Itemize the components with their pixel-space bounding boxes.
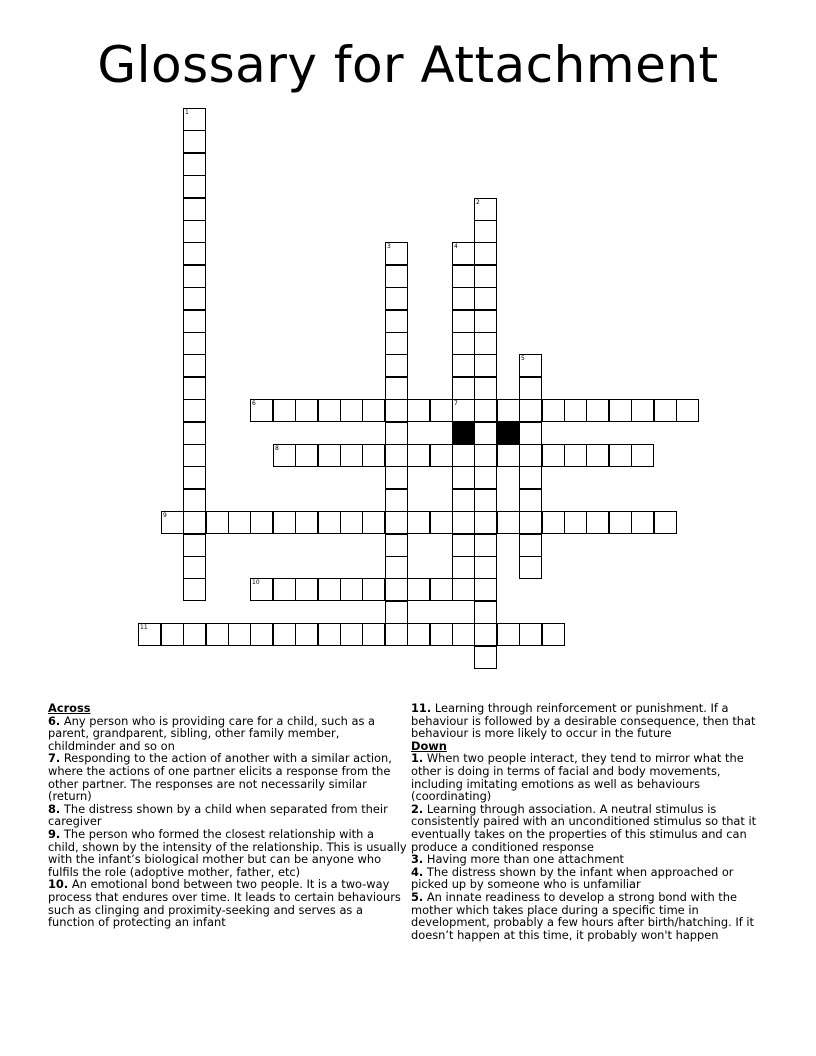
clue-number: 3. [411, 852, 424, 867]
grid-cell[interactable] [362, 444, 385, 467]
grid-cell[interactable] [273, 623, 296, 646]
grid-cell[interactable] [519, 556, 542, 579]
grid-cell[interactable] [183, 310, 206, 333]
grid-cell[interactable] [519, 422, 542, 445]
grid-cell[interactable] [385, 242, 408, 265]
grid-cell[interactable] [474, 489, 497, 512]
grid-cell[interactable] [183, 287, 206, 310]
clue-number: 2. [411, 801, 424, 816]
grid-cell[interactable] [542, 623, 565, 646]
grid-cell[interactable] [340, 578, 363, 601]
page-title: Glossary for Attachment [97, 36, 719, 94]
grid-cell[interactable] [609, 444, 632, 467]
clue-down-5 [411, 891, 771, 941]
grid-cell[interactable] [183, 130, 206, 153]
grid-cell[interactable] [183, 108, 206, 131]
grid-cell[interactable] [474, 623, 497, 646]
grid-cell[interactable] [519, 354, 542, 377]
clue-across-7 [48, 752, 408, 802]
grid-cell[interactable] [430, 578, 453, 601]
cell-number: 2 [476, 199, 480, 206]
grid-cell[interactable] [474, 310, 497, 333]
grid-cell[interactable] [474, 444, 497, 467]
grid-cell[interactable] [452, 287, 475, 310]
grid-cell[interactable] [362, 511, 385, 534]
grid-cell[interactable] [385, 354, 408, 377]
clue-across-8 [48, 803, 408, 828]
black-cell [497, 422, 520, 445]
clue-text: Responding to the action of another with a similar action, where the actions of one partner elicits a response from the other partner. The responses are not necessarily similar (return) [48, 751, 392, 804]
clue-across-10 [48, 878, 408, 928]
clue-number: 7. [48, 751, 61, 766]
grid-cell[interactable] [318, 444, 341, 467]
grid-cell[interactable] [631, 444, 654, 467]
grid-cell[interactable] [183, 556, 206, 579]
grid-cell[interactable] [430, 623, 453, 646]
grid-cell[interactable] [519, 444, 542, 467]
grid-cell[interactable] [183, 153, 206, 176]
grid-cell[interactable] [228, 623, 251, 646]
cell-number: 1 [185, 109, 189, 116]
grid-cell[interactable] [564, 399, 587, 422]
grid-cell[interactable] [497, 511, 520, 534]
grid-cell[interactable] [385, 466, 408, 489]
grid-cell[interactable] [676, 399, 699, 422]
clues-left-column [48, 702, 408, 929]
grid-cell[interactable] [474, 287, 497, 310]
clue-down-1 [411, 752, 771, 802]
grid-cell[interactable] [452, 444, 475, 467]
clue-number: 1. [411, 751, 424, 766]
grid-cell[interactable] [228, 511, 251, 534]
grid-cell[interactable] [407, 511, 430, 534]
black-cell [452, 422, 475, 445]
across-heading: Across [48, 701, 91, 715]
grid-cell[interactable] [497, 623, 520, 646]
grid-cell[interactable] [519, 623, 542, 646]
grid-cell[interactable] [295, 444, 318, 467]
clue-text: When two people interact, they tend to mirror what the other is doing in terms of facial and body movements, including imitating emotions as well as behaviours (coordinating) [411, 751, 744, 804]
grid-cell[interactable] [318, 511, 341, 534]
grid-cell[interactable] [183, 242, 206, 265]
grid-cell[interactable] [385, 399, 408, 422]
clues-right-column [411, 702, 771, 941]
grid-cell[interactable] [183, 220, 206, 243]
clue-text: Learning through reinforcement or punishment. If a behaviour is followed by a desirable consequence, then that behaviour is more likely to occur in the future [411, 701, 756, 741]
grid-cell[interactable] [385, 601, 408, 624]
grid-cell[interactable] [452, 310, 475, 333]
cell-number: 4 [454, 243, 458, 250]
grid-cell[interactable] [474, 377, 497, 400]
down-heading: Down [411, 738, 447, 753]
grid-cell[interactable] [138, 623, 161, 646]
clue-across-6 [48, 715, 408, 753]
grid-cell[interactable] [183, 511, 206, 534]
grid-cell[interactable] [385, 534, 408, 557]
grid-cell[interactable] [273, 444, 296, 467]
grid-cell[interactable] [474, 265, 497, 288]
grid-cell[interactable] [206, 623, 229, 646]
grid-cell[interactable] [183, 354, 206, 377]
clue-text: Learning through association. A neutral stimulus is consistently paired with an unconditioned stimulus so that it eventually takes on the properties of this stimulus and can produce a conditioned response [411, 801, 757, 854]
grid-cell[interactable] [586, 444, 609, 467]
grid-cell[interactable] [385, 422, 408, 445]
grid-cell[interactable] [474, 242, 497, 265]
grid-cell[interactable] [586, 511, 609, 534]
grid-cell[interactable] [609, 399, 632, 422]
grid-cell[interactable] [250, 623, 273, 646]
cell-number: 10 [252, 579, 260, 586]
cell-number: 7 [454, 400, 458, 407]
grid-cell[interactable] [430, 399, 453, 422]
grid-cell[interactable] [273, 511, 296, 534]
grid-cell[interactable] [183, 422, 206, 445]
grid-cell[interactable] [183, 578, 206, 601]
clue-number: 5. [411, 889, 424, 904]
clue-text: An emotional bond between two people. It is a two-way process that endures over time. It leads to certain behaviours such as clinging and proximity-seeking and serves as a function of protecting an infant [48, 877, 401, 930]
grid-cell[interactable] [474, 534, 497, 557]
grid-cell[interactable] [183, 489, 206, 512]
grid-cell[interactable] [183, 444, 206, 467]
grid-cell[interactable] [183, 534, 206, 557]
grid-cell[interactable] [474, 399, 497, 422]
grid-cell[interactable] [206, 511, 229, 534]
grid-cell[interactable] [161, 623, 184, 646]
grid-cell[interactable] [452, 332, 475, 355]
cell-number: 5 [521, 355, 525, 362]
grid-cell[interactable] [183, 466, 206, 489]
grid-cell[interactable] [452, 623, 475, 646]
grid-cell[interactable] [318, 399, 341, 422]
grid-cell[interactable] [161, 511, 184, 534]
grid-cell[interactable] [497, 399, 520, 422]
clue-number: 8. [48, 801, 61, 816]
grid-cell[interactable] [452, 556, 475, 579]
grid-cell[interactable] [250, 578, 273, 601]
clue-number: 6. [48, 713, 61, 728]
clue-number: 4. [411, 864, 424, 879]
grid-cell[interactable] [295, 623, 318, 646]
grid-cell[interactable] [474, 422, 497, 445]
grid-cell[interactable] [385, 623, 408, 646]
grid-cell[interactable] [273, 399, 296, 422]
grid-cell[interactable] [474, 332, 497, 355]
grid-cell[interactable] [474, 198, 497, 221]
clue-down-2 [411, 803, 771, 853]
grid-cell[interactable] [519, 511, 542, 534]
grid-cell[interactable] [519, 534, 542, 557]
grid-cell[interactable] [362, 399, 385, 422]
cell-number: 6 [252, 400, 256, 407]
grid-cell[interactable] [385, 377, 408, 400]
grid-cell[interactable] [385, 287, 408, 310]
grid-cell[interactable] [340, 444, 363, 467]
clue-down-4 [411, 866, 771, 891]
clue-text: The person who formed the closest relationship with a child, shown by the intensity of the relationship. This is usually with the infant’s biological mother but can be anyone who fulfils the role (adoptive mother, father, etc) [48, 826, 407, 879]
grid-cell[interactable] [452, 242, 475, 265]
grid-cell[interactable] [474, 556, 497, 579]
clue-text: An innate readiness to develop a strong bond with the mother which takes place during a specific time in development, probably a few hours after birth/hatching. If it doesn’t happen at this time, it probably won't happen [411, 889, 754, 942]
grid-cell[interactable] [452, 489, 475, 512]
grid-cell[interactable] [385, 489, 408, 512]
grid-cell[interactable] [519, 377, 542, 400]
grid-cell[interactable] [474, 511, 497, 534]
grid-cell[interactable] [452, 534, 475, 557]
grid-cell[interactable] [183, 399, 206, 422]
grid-cell[interactable] [385, 265, 408, 288]
cell-number: 11 [140, 624, 148, 631]
grid-cell[interactable] [519, 399, 542, 422]
grid-cell[interactable] [362, 578, 385, 601]
grid-cell[interactable] [452, 578, 475, 601]
grid-cell[interactable] [452, 466, 475, 489]
grid-cell[interactable] [385, 310, 408, 333]
clue-across-9 [48, 828, 408, 878]
grid-cell[interactable] [430, 511, 453, 534]
grid-cell[interactable] [273, 578, 296, 601]
grid-cell[interactable] [430, 444, 453, 467]
grid-cell[interactable] [318, 623, 341, 646]
grid-cell[interactable] [564, 444, 587, 467]
grid-cell[interactable] [183, 265, 206, 288]
grid-cell[interactable] [631, 399, 654, 422]
grid-cell[interactable] [654, 399, 677, 422]
clue-text: The distress shown by a child when separated from their caregiver [48, 801, 388, 829]
grid-cell[interactable] [295, 578, 318, 601]
grid-cell[interactable] [385, 578, 408, 601]
grid-cell[interactable] [183, 623, 206, 646]
grid-cell[interactable] [340, 511, 363, 534]
grid-cell[interactable] [318, 578, 341, 601]
grid-cell[interactable] [474, 601, 497, 624]
grid-cell[interactable] [340, 623, 363, 646]
cell-number: 9 [163, 512, 167, 519]
cell-number: 8 [275, 445, 279, 452]
grid-cell[interactable] [385, 444, 408, 467]
clue-number: 11. [411, 701, 432, 715]
grid-cell[interactable] [407, 623, 430, 646]
grid-cell[interactable] [474, 466, 497, 489]
grid-cell[interactable] [474, 354, 497, 377]
grid-cell[interactable] [474, 220, 497, 243]
grid-cell[interactable] [519, 466, 542, 489]
grid-cell[interactable] [385, 511, 408, 534]
grid-cell[interactable] [295, 511, 318, 534]
grid-cell[interactable] [250, 399, 273, 422]
grid-cell[interactable] [452, 265, 475, 288]
grid-cell[interactable] [407, 399, 430, 422]
grid-cell[interactable] [183, 377, 206, 400]
grid-cell[interactable] [586, 399, 609, 422]
grid-cell[interactable] [631, 511, 654, 534]
grid-cell[interactable] [609, 511, 632, 534]
grid-cell[interactable] [542, 444, 565, 467]
grid-cell[interactable] [362, 623, 385, 646]
clue-text: The distress shown by the infant when approached or picked up by someone who is unfamiliar [411, 864, 734, 892]
grid-cell[interactable] [542, 511, 565, 534]
grid-cell[interactable] [474, 578, 497, 601]
grid-cell[interactable] [407, 578, 430, 601]
cell-number: 3 [387, 243, 391, 250]
grid-cell[interactable] [452, 377, 475, 400]
grid-cell[interactable] [183, 332, 206, 355]
grid-cell[interactable] [183, 175, 206, 198]
grid-cell[interactable] [474, 646, 497, 669]
grid-cell[interactable] [340, 399, 363, 422]
grid-cell[interactable] [497, 444, 520, 467]
clue-text: Having more than one attachment [426, 852, 625, 867]
clue-text: Any person who is providing care for a child, such as a parent, grandparent, sibling, other family member, childminder and so on [48, 713, 376, 753]
grid-cell[interactable] [654, 511, 677, 534]
grid-cell[interactable] [452, 354, 475, 377]
grid-cell[interactable] [452, 511, 475, 534]
grid-cell[interactable] [250, 511, 273, 534]
grid-cell[interactable] [295, 399, 318, 422]
clue-number: 10. [48, 877, 69, 892]
grid-cell[interactable] [385, 332, 408, 355]
grid-cell[interactable] [183, 198, 206, 221]
grid-cell[interactable] [564, 511, 587, 534]
grid-cell[interactable] [385, 556, 408, 579]
grid-cell[interactable] [407, 444, 430, 467]
grid-cell[interactable] [452, 399, 475, 422]
grid-cell[interactable] [542, 399, 565, 422]
clue-across-11 [411, 702, 771, 740]
grid-cell[interactable] [519, 489, 542, 512]
clue-number: 9. [48, 826, 61, 841]
